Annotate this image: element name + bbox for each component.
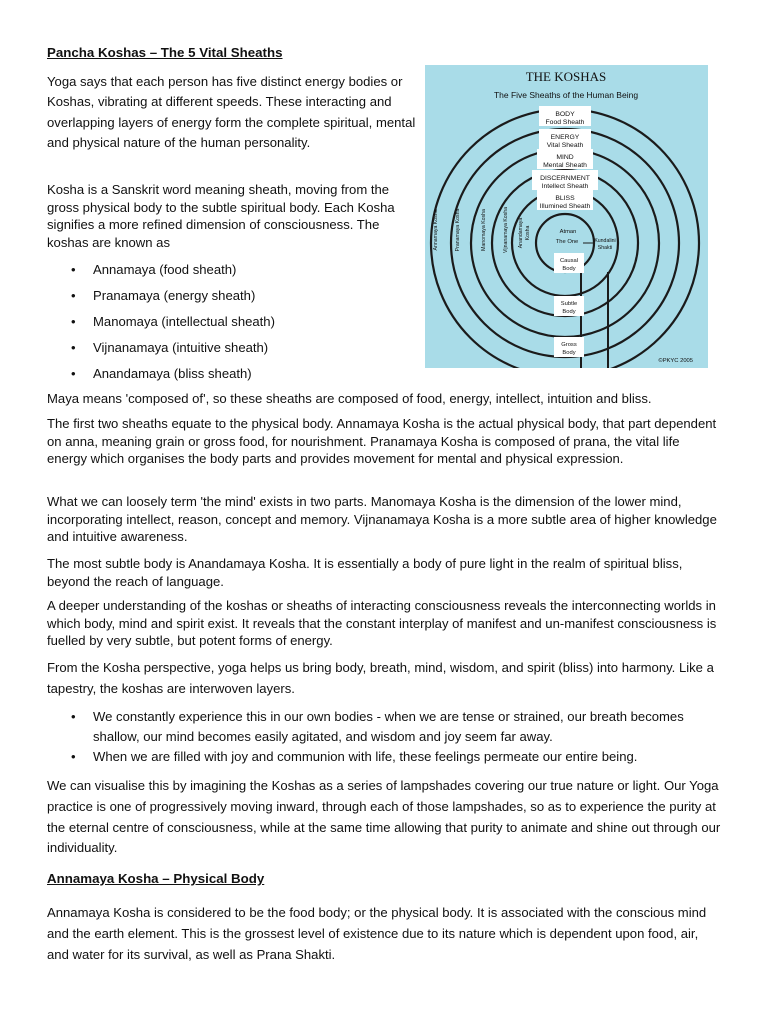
label-discernment: DISCERNMENT [540,175,590,182]
label-causal: Causal [559,258,579,264]
heading-pancha-koshas: Pancha Koshas – The 5 Vital Sheaths [47,45,283,60]
label-gross: Gross [561,342,577,348]
list-item: • When we are filled with joy and communion with life, these feelings permeate our entire being. [47,747,723,767]
list-item: • Pranamaya (energy sheath) [47,287,275,305]
diagram-subtitle: The Five Sheaths of the Human Being [493,90,639,100]
subtle-body-paragraph: The most subtle body is Anandamaya Kosha. It is essentially a body of pure light in the realm of spiritual bliss, beyond the reach of language. [47,556,683,589]
kosha-perspective-paragraph: From the Kosha perspective, yoga helps us bring body, breath, mind, wisdom, and spirit (bliss) into harmony. Like a tapestry, the koshas are interwoven layers. [47,660,714,696]
label-body-sub: Food Sheath [545,119,585,126]
kosha-list [47,261,275,383]
label-energy: ENERGY [550,134,580,141]
label-mind: MIND [556,154,574,161]
label-annamaya-kosha-vertical: Annamaya Kosha [433,209,439,251]
deeper-understanding-paragraph: A deeper understanding of the koshas or sheaths of interacting consciousness reveals the interconnecting worlds in which body, mind and spirit exist. It reveals that the constant interplay of manifest and un-manifest consciousness is fuelled by very subtle, but potent forms of energy. [47,598,717,648]
annamaya-paragraph: Annamaya Kosha is considered to be the food body; or the physical body. It is associated with the conscious mind and the earth element. This is the grossest level of existence due to its nature which is dependent upon food, air, and water for its survival, as well as Prana Shakti. [47,905,707,962]
koshas-diagram-svg [425,65,708,368]
label-anandamaya-vertical: Anandamaya [518,217,524,249]
label-atman: Atman [559,229,577,235]
label-causal-body: Body [562,266,576,272]
label-the-one: The One [555,239,579,245]
list-item: • Annamaya (food sheath) [47,261,275,279]
lampshades-paragraph: We can visualise this by imagining the Koshas as a series of lampshades covering our true nature or light. Our Yoga practice is one of progressively moving inward, through each of those lampshades, so as to experience the purity at the eternal centre of consciousness, while at the same time allowing that purity to animate and shine out through our individuality. [47,778,721,856]
label-anandamaya-kosha-vertical: Kosha [525,225,531,241]
list-item: • Anandamaya (bliss sheath) [47,365,275,383]
kosha-definition-paragraph: Kosha is a Sanskrit word meaning sheath, moving from the gross physical body to the subtle spiritual body. Each Kosha signifies a more refined dimension of consciousness. The koshas are known as [47,182,395,250]
physical-body-paragraph: The first two sheaths equate to the physical body. Annamaya Kosha is the actual physical body, that part dependent on anna, meaning grain or gross food, for nourishment. Pranamaya Kosha is composed of prana, the vital life energy which organises the body parts and provides movement for mental and physical expression. [47,416,717,466]
label-vijnanamaya-kosha-vertical: Vijnanamaya Kosha [503,206,509,254]
list-item: • Manomaya (intellectual sheath) [47,313,275,331]
label-body: BODY [555,111,575,118]
experience-list [47,707,723,767]
label-gross-body: Body [562,350,576,356]
label-subtle-body: Body [562,309,576,315]
label-pranamaya-kosha-vertical: Pranamaya Kosha [455,208,461,252]
label-mind-sub: Mental Sheath [543,162,587,169]
diagram-title: THE KOSHAS [525,69,607,84]
mind-paragraph: What we can loosely term 'the mind' exists in two parts. Manomaya Kosha is the dimension of the lower mind, incorporating intellect, reason, concept and memory. Vijnanamaya Kosha is a more subtle area of higher knowledge and intuitive awareness. [47,494,717,544]
label-discernment-sub: Intellect Sheath [541,183,589,190]
label-shakti: Shakti [597,245,613,251]
list-item: • We constantly experience this in our own bodies - when we are tense or strained, our breath becomes shallow, our mind becomes easily agitated, and wisdom and joy seem far away. [47,707,723,746]
list-item: • Vijnanamaya (intuitive sheath) [47,339,275,357]
label-manomaya-kosha-vertical: Manomaya Kosha [481,209,487,251]
diagram-copyright: ©PKYC 2005 [658,358,693,364]
maya-paragraph: Maya means 'composed of', so these sheaths are composed of food, energy, intellect, intuition and bliss. [47,391,652,406]
label-energy-sub: Vital Sheath [546,142,584,149]
label-kundalini: Kundalini [594,238,616,244]
koshas-diagram [425,65,708,368]
intro-paragraph: Yoga says that each person has five distinct energy bodies or Koshas, vibrating at different speeds. These interacting and overlapping layers of energy form the complete spiritual, mental and physical nature of the human personality. [47,74,416,150]
heading-annamaya-kosha: Annamaya Kosha – Physical Body [47,871,265,886]
label-bliss: BLISS [555,195,575,202]
label-bliss-sub: Illumined Sheath [539,203,591,210]
label-subtle: Subtle [560,301,578,307]
